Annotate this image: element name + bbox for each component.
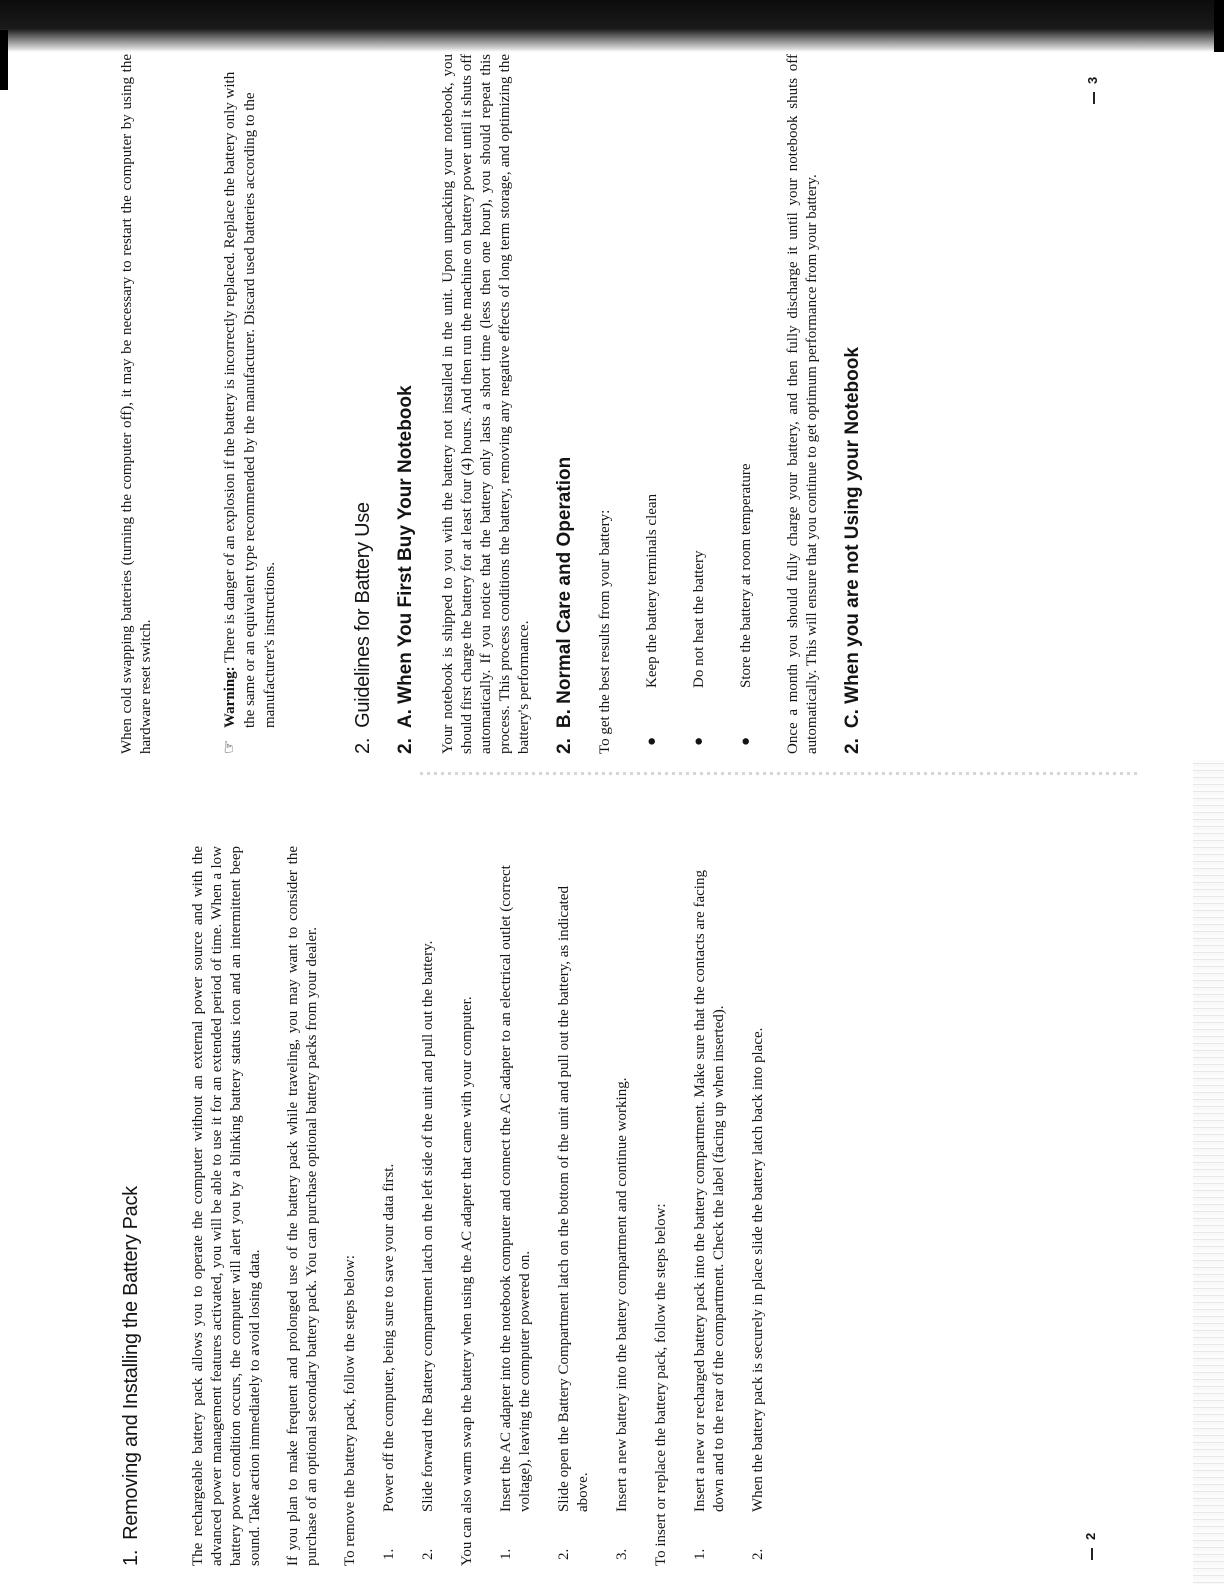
list-item xyxy=(643,54,662,754)
subsection-number: 2. xyxy=(395,738,416,754)
list-number: 2. xyxy=(556,1548,572,1560)
list-text: Slide open the Battery Compartment latch on the bottom of the unit and pull out the battery, as indicated above. xyxy=(556,886,591,1512)
page-number-text: 2 xyxy=(1083,1532,1098,1540)
pointing-hand-icon: ☞ xyxy=(221,739,238,754)
subsection-title-text: A. When You First Buy Your Notebook xyxy=(395,385,416,729)
remove-intro: To remove the battery pack, follow the steps below: xyxy=(342,1255,358,1566)
list-text: Slide forward the Battery compartment latch on the left side of the unit and pull out the battery. xyxy=(420,940,436,1512)
guidelines-title xyxy=(352,54,375,754)
right-page xyxy=(118,54,864,754)
subsection-number: 2. xyxy=(554,738,575,754)
list-text: When the battery pack is securely in place slide the battery latch back into place. xyxy=(750,1027,766,1512)
list-item xyxy=(380,846,399,1566)
list-item xyxy=(419,846,438,1566)
list-number: 3. xyxy=(614,1548,630,1560)
subsection-title-text: C. When you are not Using your Notebook xyxy=(842,347,863,729)
warning-text: There is danger of an explosion if the battery is incorrectly replaced. Replace the battery only with the same or an equivalent type recommended by the manufacturer. Discard used batteries according to the manufacturer's instructions. xyxy=(222,71,278,728)
page-number-right xyxy=(1085,77,1100,104)
bullet-icon: ● xyxy=(738,736,754,746)
list-text: Insert the AC adapter into the notebook computer and connect the AC adapter to an electrical outlet (correct voltage), leaving the computer powered on. xyxy=(498,865,533,1512)
left-page xyxy=(120,846,768,1566)
list-item xyxy=(497,846,535,1566)
list-item xyxy=(737,54,756,754)
section-title-removing xyxy=(120,846,143,1566)
warning-note xyxy=(220,54,280,754)
bullet-text: Do not heat the battery xyxy=(691,550,707,688)
subsection-title-text: B. Normal Care and Operation xyxy=(554,456,575,729)
list-item xyxy=(691,846,729,1566)
travel-paragraph: If you plan to make frequent and prolonged use of the battery pack while traveling, you may want to consider the purchase of an optional secondary battery pack. You can purchase optional battery packs from your dealer. xyxy=(285,846,320,1566)
warning-label: Warning: xyxy=(222,666,238,728)
list-number: 1. xyxy=(692,1548,708,1560)
list-text: Insert a new battery into the battery compartment and continue working. xyxy=(614,1077,630,1512)
bullet-text: Store the battery at room temperature xyxy=(738,463,754,688)
subsection-b-title xyxy=(554,54,576,754)
list-number: 1. xyxy=(498,1548,514,1560)
list-number: 2. xyxy=(420,1548,436,1560)
list-text: Insert a new or recharged battery pack into the battery compartment. Make sure that the contacts are facing down and to the rear of the compartment. Check the label (facing up when inserted). xyxy=(692,870,727,1512)
page-number-text: 3 xyxy=(1085,76,1100,84)
list-item xyxy=(555,846,593,1566)
page-number-left xyxy=(1083,1533,1098,1560)
page-number-bar xyxy=(1091,1548,1093,1560)
intro-paragraph: The rechargeable battery pack allows you to operate the computer without an external power source and with the advanced power management features activated, you will be able to use it for an extended period of time. When a low battery power condition occurs, the computer will alert you by a blinking battery status icon and an intermittent beep sound. Take action immediately to avoid losing data. xyxy=(190,846,263,1566)
first-buy-paragraph: Your notebook is shipped to you with the battery not installed in the unit. Upon unpacking your notebook, you should first charge the battery for at least four (4) hours. And then run the machine on battery power until it shuts off automatically. If you notice that the battery only lasts a short time (less then one hour), you should repeat this process. This process conditions the battery, removing any negative effects of long term storage, and optimizing the battery's performance. xyxy=(440,54,532,754)
subsection-c-title xyxy=(842,54,864,754)
list-number: 2. xyxy=(750,1548,766,1560)
cold-swap-paragraph: When cold swapping batteries (turning the computer off), it may be necessary to restart the computer by using the hardware reset switch. xyxy=(119,54,154,754)
section-number: 1. xyxy=(120,1549,142,1566)
list-item xyxy=(613,846,632,1566)
section-title-text: Removing and Installing the Battery Pack xyxy=(120,1186,142,1540)
subsection-a-title xyxy=(395,54,417,754)
list-number: 1. xyxy=(381,1548,397,1560)
guidelines-number: 2. xyxy=(352,737,374,754)
monthly-paragraph: Once a month you should fully charge your battery, and then fully discharge it until your notebook shuts off automatically. This will ensure that you continue to get optimum performance from your battery. xyxy=(785,54,820,754)
warm-swap-intro: You can also warm swap the battery when using the AC adapter that came with your computer. xyxy=(459,996,475,1566)
subsection-number: 2. xyxy=(842,738,863,754)
bullet-icon: ● xyxy=(691,736,707,746)
list-item xyxy=(690,54,709,754)
list-item xyxy=(749,846,768,1566)
bullet-text: Keep the battery terminals clean xyxy=(644,493,660,688)
guidelines-title-text: Guidelines for Battery Use xyxy=(352,502,374,728)
bullet-icon: ● xyxy=(644,736,660,746)
care-intro: To get the best results from your battery: xyxy=(597,509,613,754)
insert-intro: To insert or replace the battery pack, follow the steps below: xyxy=(653,1203,669,1566)
list-text: Power off the computer, being sure to save your data first. xyxy=(381,1163,397,1512)
page-number-bar xyxy=(1093,92,1095,104)
